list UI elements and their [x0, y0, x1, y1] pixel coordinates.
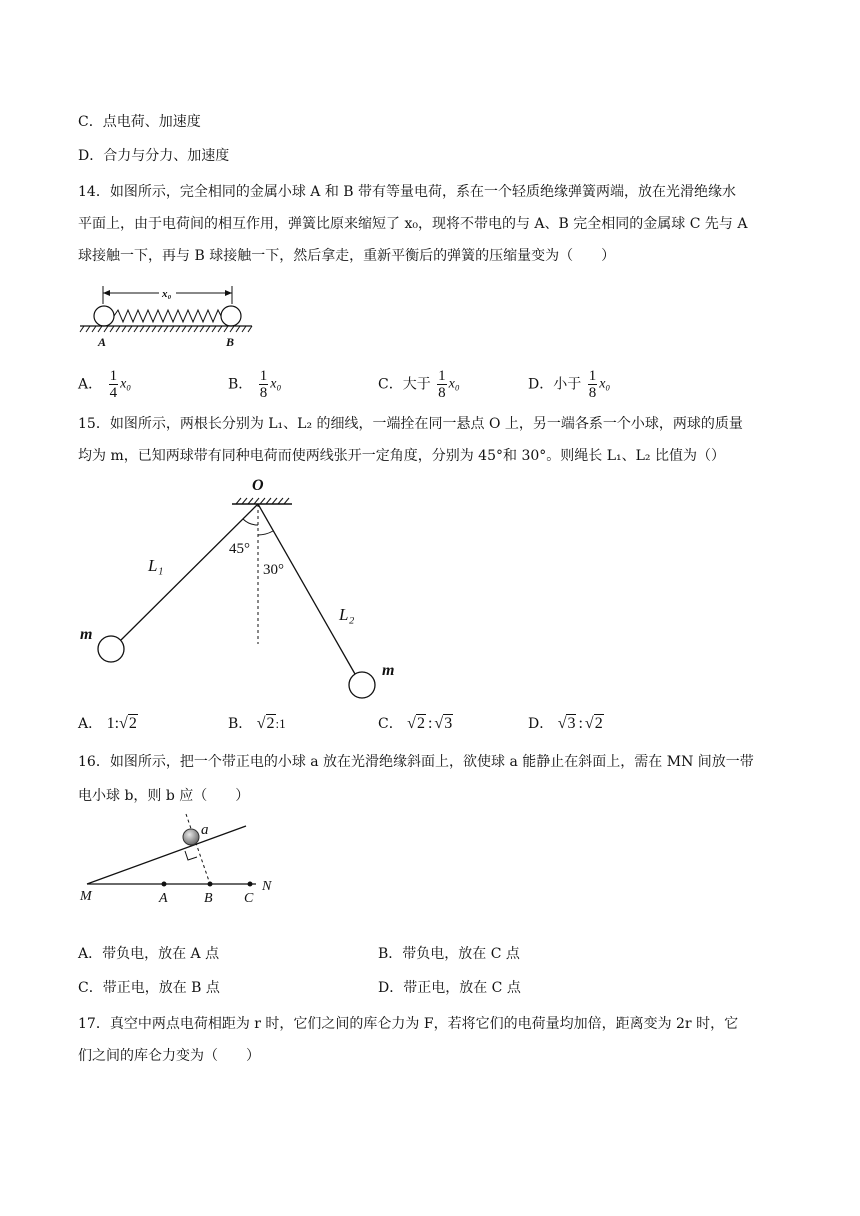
ratio-expression: √2:1 — [256, 715, 286, 732]
label-45: 45° — [229, 541, 250, 557]
denominator: 8 — [588, 385, 597, 401]
fraction — [259, 368, 269, 401]
option-prefix: B． — [228, 376, 253, 393]
label-l1: L₁ — [148, 556, 164, 575]
option-prefix: A． — [78, 376, 103, 393]
label-m-right: m — [382, 662, 395, 679]
q16-line2: 电小球 b，则 b 应（ ） — [78, 788, 250, 804]
ball-a — [183, 829, 199, 845]
option-prefix: D． — [528, 716, 554, 732]
q15-line2: 均为 m，已知两球带有同种电荷而使两线张开一定角度，分别为 45°和 30°。则绳长 L₁、L₂ 比值为（） — [78, 448, 725, 464]
q15-option-a[interactable] — [78, 714, 138, 734]
radicand: 3 — [567, 715, 576, 732]
q14-line3: 球接触一下，再与 B 球接触一下，然后拿走，重新平衡后的弹簧的压缩量变为（ ） — [78, 248, 616, 264]
fraction — [437, 368, 447, 401]
label-m: M — [80, 889, 92, 904]
ratio-expression: √3 : √2 — [557, 715, 603, 732]
q14-option-a[interactable] — [78, 368, 131, 401]
ball-right — [349, 672, 375, 698]
q14-line2: 平面上，由于电荷间的相互作用，弹簧比原来缩短了 x₀，现将不带电的与 A、B 完全相同的金属球 C 先与 A — [78, 216, 748, 232]
ratio-expression: √2 : √3 — [407, 715, 453, 732]
point-c — [248, 882, 253, 887]
q14-option-b[interactable] — [228, 368, 281, 401]
ball-a — [94, 306, 114, 326]
radicand: 3 — [444, 715, 453, 732]
q16-option-a[interactable]: A．带负电，放在 A 点 — [78, 946, 220, 962]
q14-spring-figure — [76, 282, 256, 352]
label-b: B — [226, 335, 235, 349]
q15-option-b[interactable] — [228, 714, 286, 734]
variable: x₀ — [120, 376, 132, 392]
label-l2: L₂ — [339, 605, 355, 624]
ball-left — [98, 636, 124, 662]
denominator: 8 — [259, 385, 268, 401]
numerator: 1 — [588, 368, 597, 384]
label-n: N — [262, 879, 272, 894]
ratio-separator: : — [578, 715, 583, 732]
variable: x₀ — [599, 376, 611, 392]
radicand: 2 — [594, 715, 603, 732]
variable: x₀ — [270, 376, 282, 392]
q16-line1: 16．如图所示，把一个带正电的小球 a 放在光滑绝缘斜面上，欲使球 a 能静止在斜面上，需在 MN 间放一带 — [78, 754, 754, 770]
ratio-left: 1: — [106, 715, 120, 732]
denominator: 4 — [109, 385, 118, 401]
q17-line1: 17．真空中两点电荷相距为 r 时，它们之间的库仑力为 F，若将它们的电荷量均加倍，距离变为 2r 时，它 — [78, 1016, 739, 1032]
q15-line1: 15．如图所示，两根长分别为 L₁、L₂ 的细线，一端拴在同一悬点 O 上，另一端各系一个小球，两球的质量 — [78, 416, 743, 432]
denominator: 8 — [438, 385, 446, 401]
radicand: 2 — [266, 715, 275, 732]
q14-option-c[interactable] — [378, 368, 460, 401]
label-pc: C — [244, 891, 254, 904]
q16-option-d[interactable]: D．带正电，放在 C 点 — [378, 980, 521, 996]
label-a: a — [201, 822, 209, 838]
numerator: 1 — [109, 368, 118, 384]
q16-option-b[interactable]: B．带负电，放在 C 点 — [378, 946, 520, 962]
label-a: A — [98, 335, 107, 349]
option-prefix: B． — [228, 716, 253, 732]
label-pb: B — [204, 891, 213, 904]
option-prefix: D．小于 — [528, 376, 582, 393]
point-b — [208, 882, 213, 887]
ratio-separator: : — [427, 715, 433, 732]
option-d-text: D．合力与分力、加速度 — [78, 148, 230, 164]
point-a — [162, 882, 167, 887]
label-30: 30° — [263, 562, 284, 578]
ratio-right: :1 — [275, 716, 286, 731]
q15-pendulum-figure — [76, 474, 406, 706]
option-c-text: C．点电荷、加速度 — [78, 114, 201, 130]
label-o: O — [252, 477, 264, 494]
ratio-expression: 1:√2 — [106, 715, 137, 732]
radicand: 2 — [416, 715, 425, 732]
label-m-left: m — [80, 626, 93, 643]
radicand: 2 — [128, 715, 137, 732]
label-pa: A — [159, 891, 168, 904]
q14-line1: 14．如图所示，完全相同的金属小球 A 和 B 带有等量电荷，系在一个轻质绝缘弹簧两端，放在光滑绝缘水 — [78, 184, 737, 200]
variable: x₀ — [448, 376, 460, 392]
option-prefix: A． — [78, 716, 103, 732]
numerator: 1 — [438, 368, 446, 384]
q15-option-d[interactable] — [528, 714, 604, 734]
q16-option-c[interactable]: C．带正电，放在 B 点 — [78, 980, 220, 996]
numerator: 1 — [259, 368, 268, 384]
q17-line2: 们之间的库仑力变为（ ） — [78, 1048, 260, 1064]
option-prefix: C． — [378, 716, 403, 732]
fraction — [109, 368, 119, 401]
option-prefix: C．大于 — [378, 376, 431, 393]
ball-b — [221, 306, 241, 326]
fraction — [588, 368, 598, 401]
q15-option-c[interactable] — [378, 714, 453, 734]
q16-incline-figure — [76, 812, 286, 904]
q14-option-d[interactable] — [528, 368, 610, 401]
x0-label: x₀ — [162, 288, 172, 300]
